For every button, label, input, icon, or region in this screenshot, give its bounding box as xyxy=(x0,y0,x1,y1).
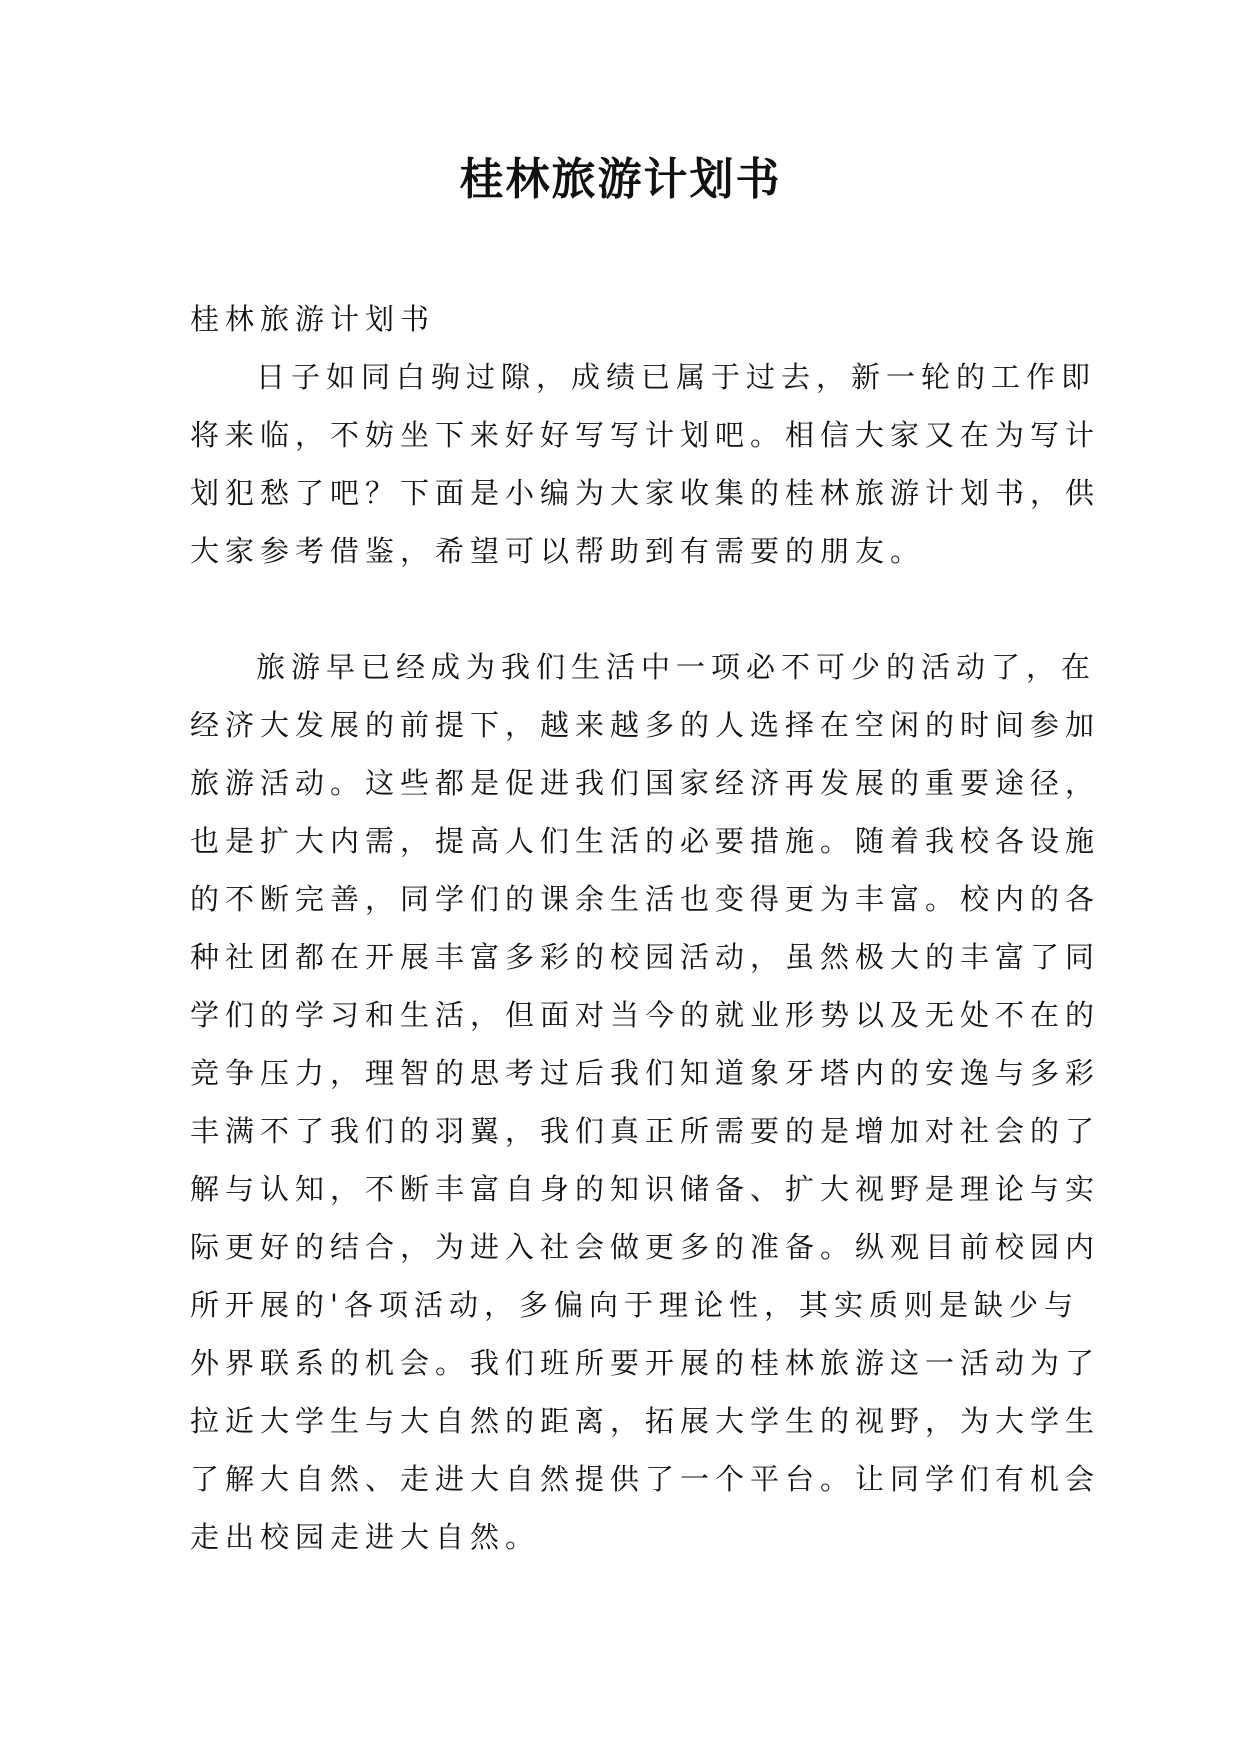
paragraph-line: 际更好的结合，为进入社会做更多的准备。纵观目前校园内 xyxy=(190,1230,1101,1264)
body-subtitle: 桂林旅游计划书 xyxy=(190,302,436,336)
paragraph-line: 将来临，不妨坐下来好好写写计划吧。相信大家又在为写计 xyxy=(190,418,1101,452)
paragraph-line: 外界联系的机会。我们班所要开展的桂林旅游这一活动为了 xyxy=(190,1346,1101,1380)
paragraph-line: 旅游活动。这些都是促进我们国家经济再发展的重要途径， xyxy=(190,766,1101,800)
paragraph-line: 学们的学习和生活，但面对当今的就业形势以及无处不在的 xyxy=(190,998,1101,1032)
paragraph-line: 经济大发展的前提下，越来越多的人选择在空闲的时间参加 xyxy=(190,708,1101,742)
paragraph-line: 日子如同白驹过隙，成绩已属于过去，新一轮的工作即 xyxy=(256,360,1097,394)
paragraph-line: 也是扩大内需，提高人们生活的必要措施。随着我校各设施 xyxy=(190,824,1101,858)
paragraph-line: 所开展的'各项活动，多偏向于理论性，其实质则是缺少与 xyxy=(190,1288,1079,1322)
paragraph-intro xyxy=(190,348,1101,580)
paragraph-line: 竞争压力，理智的思考过后我们知道象牙塔内的安逸与多彩 xyxy=(190,1056,1101,1090)
document-title: 桂林旅游计划书 xyxy=(459,154,782,205)
paragraph-line: 种社团都在开展丰富多彩的校园活动，虽然极大的丰富了同 xyxy=(190,940,1101,974)
paragraph-line: 大家参考借鉴，希望可以帮助到有需要的朋友。 xyxy=(190,534,926,568)
document-body xyxy=(190,290,1101,1566)
paragraph-line: 划犯愁了吧？下面是小编为大家收集的桂林旅游计划书，供 xyxy=(190,476,1101,510)
paragraph-main xyxy=(190,638,1101,1566)
paragraph-line: 了解大自然、走进大自然提供了一个平台。让同学们有机会 xyxy=(190,1462,1101,1496)
paragraph-spacer xyxy=(190,580,1062,638)
paragraph-line: 的不断完善，同学们的课余生活也变得更为丰富。校内的各 xyxy=(190,882,1101,916)
paragraph-line: 丰满不了我们的羽翼，我们真正所需要的是增加对社会的了 xyxy=(190,1114,1101,1148)
paragraph-line: 走出校园走进大自然。 xyxy=(190,1520,541,1554)
paragraph-line: 解与认知，不断丰富自身的知识储备、扩大视野是理论与实 xyxy=(190,1172,1101,1206)
paragraph-line: 旅游早已经成为我们生活中一项必不可少的活动了，在 xyxy=(256,650,1097,684)
paragraph-line: 拉近大学生与大自然的距离，拓展大学生的视野，为大学生 xyxy=(190,1404,1101,1438)
